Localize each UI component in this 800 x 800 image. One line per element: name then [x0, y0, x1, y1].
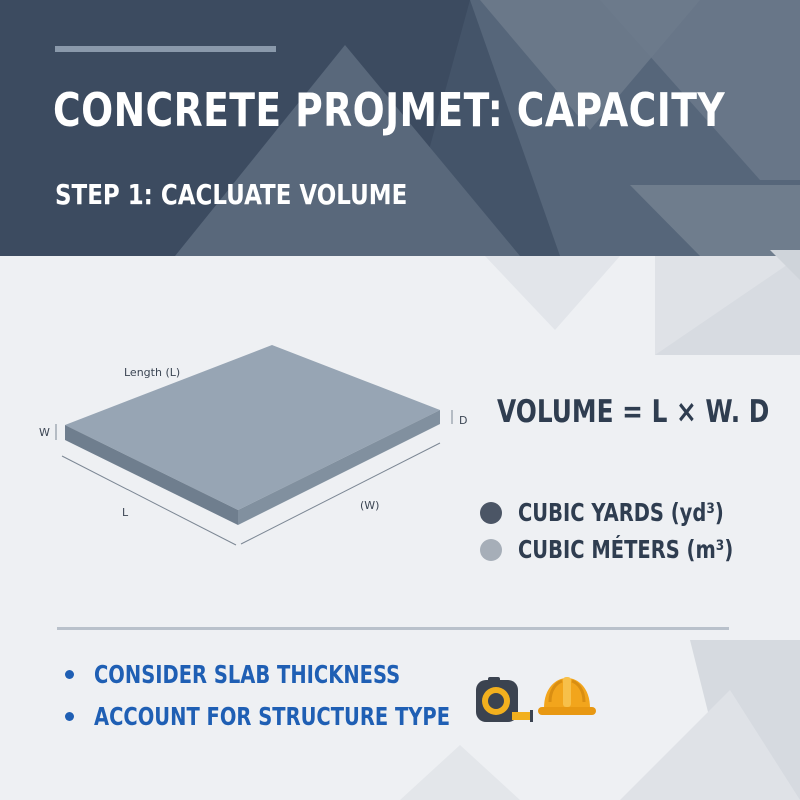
tape-measure-icon [474, 676, 536, 726]
unit-dot [480, 539, 502, 561]
volume-formula: VOLUME = L × W. D [497, 394, 770, 430]
depth-label: D [459, 414, 468, 427]
page-subtitle: STEP 1: CACLUATE VOLUME [55, 178, 408, 211]
page-title: CONCRETE PROJMET: CAPACITY [53, 83, 726, 137]
tip-item [65, 660, 487, 689]
length-bottom-label: L [122, 506, 129, 519]
width-left-label: W [39, 426, 50, 439]
unit-label: CUBIC MÉTERS (m³) [518, 535, 734, 564]
hard-hat-icon [536, 672, 598, 722]
unit-dot [480, 502, 502, 524]
tip-label: CONSIDER SLAB THICKNESS [94, 660, 401, 689]
tip-label: ACCOUNT FOR STRUCTURE TYPE [94, 702, 451, 731]
length-top-label: Length (L) [124, 366, 181, 379]
width-bottom-label: (W) [360, 499, 380, 512]
section-divider [57, 627, 729, 630]
unit-cubic-yards [480, 498, 782, 527]
bullet-dot [65, 712, 74, 721]
slab-top-face [65, 345, 440, 510]
unit-label: CUBIC YARDS (yd³) [518, 498, 724, 527]
unit-cubic-meters [480, 535, 794, 564]
bullet-dot [65, 670, 74, 679]
